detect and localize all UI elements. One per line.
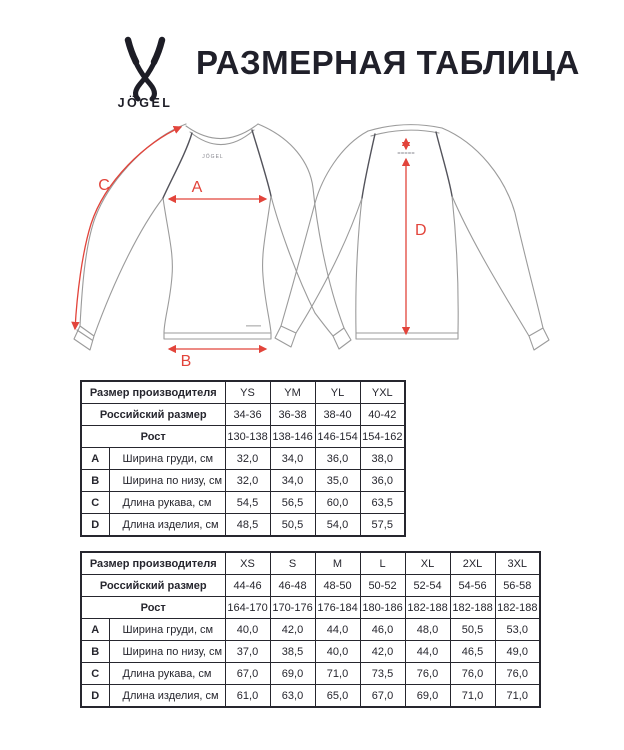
size-value-cell: 46-48 (270, 575, 315, 597)
garment-diagram (0, 108, 624, 378)
measure-label-cell: Длина изделия, см (109, 685, 225, 708)
measure-value-cell: 32,0 (225, 448, 270, 470)
table-header-row (81, 597, 540, 619)
size-value-cell: L (360, 552, 405, 575)
table-measure-row (81, 641, 540, 663)
measure-value-cell: 40,0 (315, 641, 360, 663)
measure-value-cell: 71,0 (315, 663, 360, 685)
measure-value-cell: 44,0 (405, 641, 450, 663)
back-left-sleeve-inner (296, 198, 362, 333)
table-header-row (81, 575, 540, 597)
measure-value-cell: 67,0 (360, 685, 405, 708)
size-value-cell: XS (225, 552, 270, 575)
measure-value-cell: 49,0 (495, 641, 540, 663)
front-left-raglan-seam (163, 133, 192, 198)
measure-value-cell: 71,0 (495, 685, 540, 708)
measure-value-cell: 76,0 (405, 663, 450, 685)
measure-letter-cell: C (81, 663, 109, 685)
size-value-cell: M (315, 552, 360, 575)
row-label: Российский размер (81, 575, 225, 597)
back-right-sleeve-outer (442, 128, 543, 328)
measure-letter-cell: D (81, 514, 109, 537)
size-value-cell: 182-188 (495, 597, 540, 619)
size-value-cell: 34-36 (225, 404, 270, 426)
row-label: Рост (81, 597, 225, 619)
measure-value-cell: 42,0 (270, 619, 315, 641)
back-right-cuff (529, 328, 549, 350)
measure-letter-cell: D (81, 685, 109, 708)
measure-value-cell: 35,0 (315, 470, 360, 492)
back-hem-band (356, 333, 458, 339)
measure-value-cell: 48,0 (405, 619, 450, 641)
page-title: РАЗМЕРНАЯ ТАБЛИЦА (196, 44, 580, 81)
measure-value-cell: 53,0 (495, 619, 540, 641)
size-value-cell: 3XL (495, 552, 540, 575)
jogel-logo-icon (100, 32, 190, 110)
back-right-sleeve-inner (452, 196, 529, 336)
size-value-cell: 170-176 (270, 597, 315, 619)
size-value-cell: 44-46 (225, 575, 270, 597)
measure-value-cell: 50,5 (270, 514, 315, 537)
table-measure-row (81, 663, 540, 685)
table-header-row (81, 426, 405, 448)
table-header-row (81, 552, 540, 575)
measure-value-cell: 60,0 (315, 492, 360, 514)
size-value-cell: 164-170 (225, 597, 270, 619)
measure-value-cell: 76,0 (450, 663, 495, 685)
table-measure-row (81, 514, 405, 537)
measure-value-cell: 63,0 (270, 685, 315, 708)
table-header-row (81, 381, 405, 404)
measure-label-cell: Ширина по низу, см (109, 641, 225, 663)
size-value-cell: 54-56 (450, 575, 495, 597)
front-hem-micro-text (246, 325, 261, 327)
measure-value-cell: 46,5 (450, 641, 495, 663)
back-collar-band (371, 130, 439, 136)
measure-value-cell: 63,5 (360, 492, 405, 514)
size-value-cell: 2XL (450, 552, 495, 575)
size-value-cell: 180-186 (360, 597, 405, 619)
measure-label-cell: Ширина по низу, см (109, 470, 225, 492)
measure-value-cell: 67,0 (225, 663, 270, 685)
size-value-cell: 40-42 (360, 404, 405, 426)
size-table-adult (80, 551, 541, 708)
measure-letter-cell: B (81, 470, 109, 492)
size-value-cell: 50-52 (360, 575, 405, 597)
measure-label-a: A (191, 179, 203, 196)
table-measure-row (81, 448, 405, 470)
measure-letter-cell: C (81, 492, 109, 514)
front-body-left (163, 198, 172, 333)
size-value-cell: YL (315, 381, 360, 404)
row-label: Рост (81, 426, 225, 448)
front-hem-band (164, 333, 271, 339)
measure-label-cell: Длина изделия, см (109, 514, 225, 537)
measure-value-cell: 38,0 (360, 448, 405, 470)
front-body-right (263, 196, 271, 333)
measure-value-cell: 37,0 (225, 641, 270, 663)
measure-label-b: B (180, 353, 192, 370)
front-right-sleeve-outer (258, 124, 344, 328)
measure-value-cell: 36,0 (360, 470, 405, 492)
front-left-sleeve-inner (94, 198, 163, 336)
row-label: Российский размер (81, 404, 225, 426)
brand-label: JÖGEL (117, 96, 173, 110)
measure-letter-cell: A (81, 448, 109, 470)
measure-label-d: D (415, 222, 427, 239)
back-body-left (356, 198, 362, 333)
size-value-cell: 130-138 (225, 426, 270, 448)
back-left-raglan-seam (362, 134, 375, 198)
table-header-row (81, 404, 405, 426)
measure-value-cell: 48,5 (225, 514, 270, 537)
measure-value-cell: 42,0 (360, 641, 405, 663)
size-value-cell: YS (225, 381, 270, 404)
measure-label-cell: Ширина груди, см (109, 619, 225, 641)
table-measure-row (81, 619, 540, 641)
measure-value-cell: 50,5 (450, 619, 495, 641)
measure-value-cell: 44,0 (315, 619, 360, 641)
measure-value-cell: 38,5 (270, 641, 315, 663)
measure-value-cell: 56,5 (270, 492, 315, 514)
size-value-cell: 56-58 (495, 575, 540, 597)
measure-letter-cell: A (81, 619, 109, 641)
size-value-cell: YM (270, 381, 315, 404)
measure-value-cell: 71,0 (450, 685, 495, 708)
back-body-right (452, 196, 458, 333)
back-left-cuff (275, 326, 296, 347)
size-value-cell: 52-54 (405, 575, 450, 597)
row-label: Размер производителя (81, 381, 225, 404)
front-right-sleeve-inner (271, 196, 333, 336)
measure-value-cell: 54,0 (315, 514, 360, 537)
measure-label-cell: Длина рукава, см (109, 663, 225, 685)
measure-value-cell: 73,5 (360, 663, 405, 685)
size-table-youth (80, 380, 406, 537)
measure-value-cell: 32,0 (225, 470, 270, 492)
measure-label-c: C (98, 177, 110, 194)
row-label: Размер производителя (81, 552, 225, 575)
measure-value-cell: 76,0 (495, 663, 540, 685)
measure-value-cell: 46,0 (360, 619, 405, 641)
size-value-cell: 36-38 (270, 404, 315, 426)
measure-value-cell: 34,0 (270, 448, 315, 470)
size-value-cell: 176-184 (315, 597, 360, 619)
measure-arrow-c (75, 127, 181, 329)
size-value-cell: 154-162 (360, 426, 405, 448)
table-measure-row (81, 492, 405, 514)
measure-value-cell: 69,0 (405, 685, 450, 708)
size-value-cell: 182-188 (450, 597, 495, 619)
measure-value-cell: 34,0 (270, 470, 315, 492)
measure-value-cell: 54,5 (225, 492, 270, 514)
size-value-cell: 38-40 (315, 404, 360, 426)
shirt-front-view (74, 124, 351, 350)
measure-label-cell: Ширина груди, см (109, 448, 225, 470)
size-value-cell: S (270, 552, 315, 575)
measure-label-cell: Длина рукава, см (109, 492, 225, 514)
size-value-cell: XL (405, 552, 450, 575)
back-left-sleeve-outer (281, 131, 368, 326)
size-value-cell: 182-188 (405, 597, 450, 619)
jogel-logo (100, 32, 190, 110)
measure-value-cell: 36,0 (315, 448, 360, 470)
shirt-back-view (275, 125, 549, 350)
front-right-cuff (333, 328, 351, 349)
table-measure-row (81, 470, 405, 492)
measure-value-cell: 69,0 (270, 663, 315, 685)
size-value-cell: YXL (360, 381, 405, 404)
size-value-cell: 48-50 (315, 575, 360, 597)
front-chest-logo: JÖGEL (202, 154, 224, 160)
front-left-cuff (74, 326, 94, 350)
measure-value-cell: 57,5 (360, 514, 405, 537)
measure-value-cell: 40,0 (225, 619, 270, 641)
size-value-cell: 138-146 (270, 426, 315, 448)
measure-letter-cell: B (81, 641, 109, 663)
back-right-raglan-seam (436, 132, 452, 196)
measure-value-cell: 65,0 (315, 685, 360, 708)
size-value-cell: 146-154 (315, 426, 360, 448)
front-right-raglan-seam (252, 130, 271, 196)
table-measure-row (81, 685, 540, 708)
measure-value-cell: 61,0 (225, 685, 270, 708)
